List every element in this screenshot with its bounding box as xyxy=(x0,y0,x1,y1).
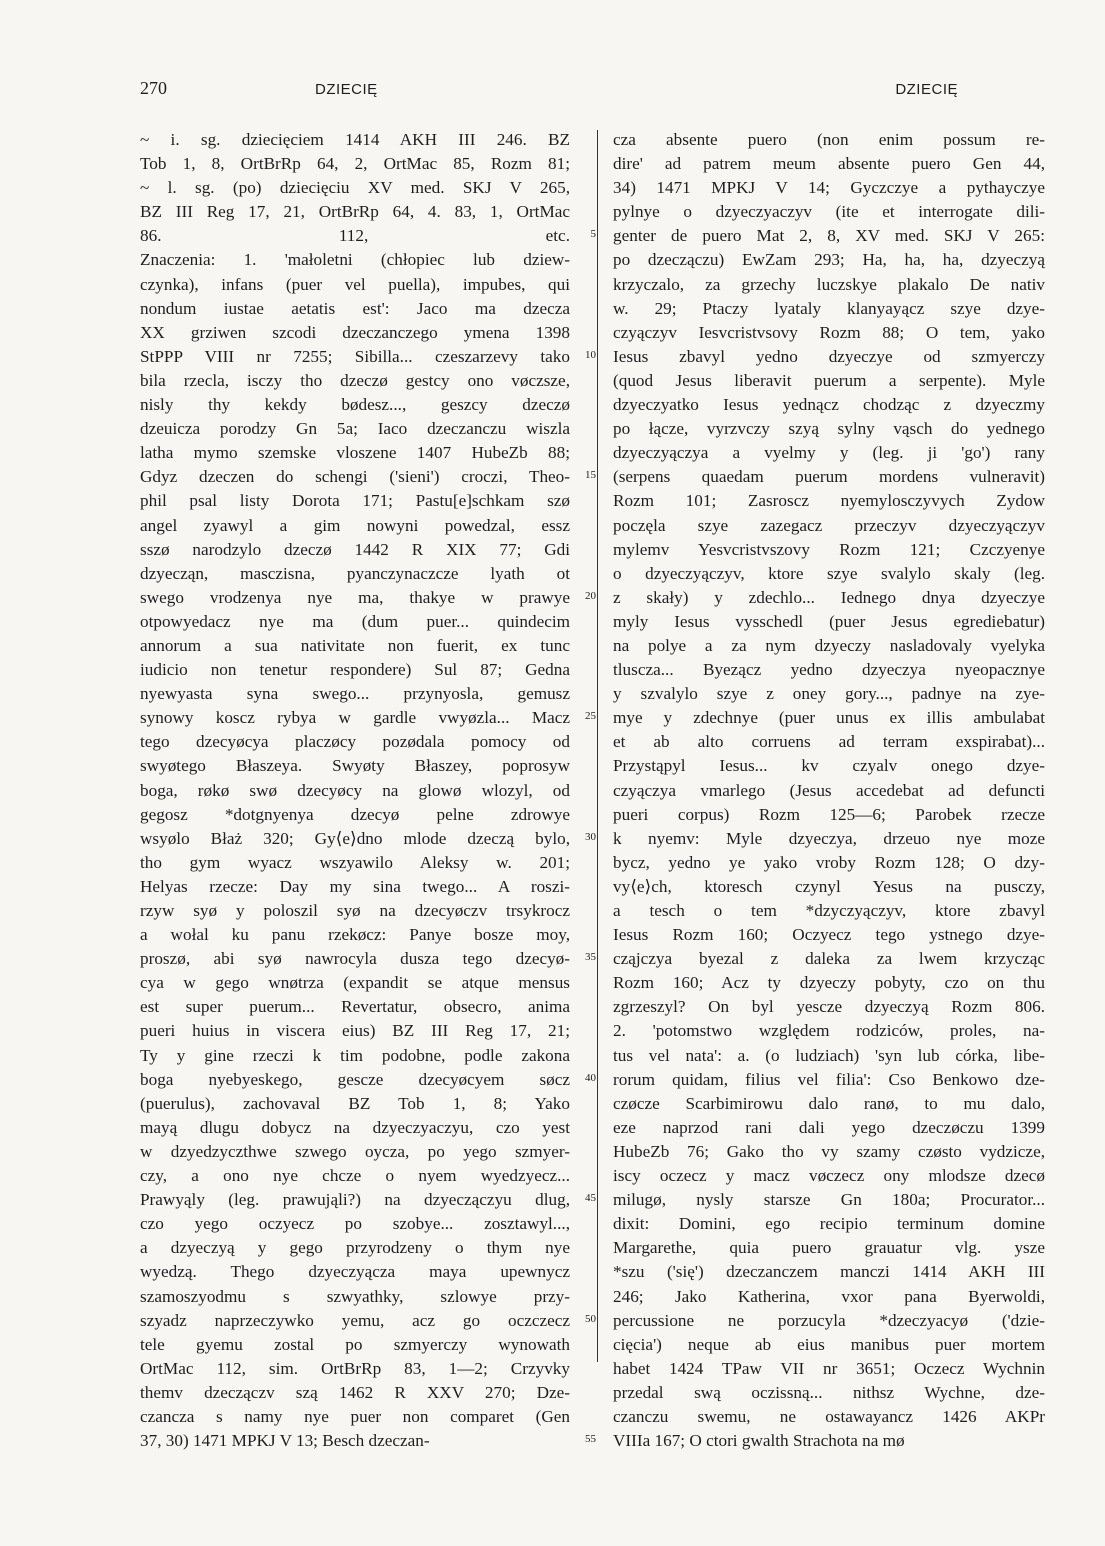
text-line: pylnye o dzyeczyaczyv (ite et interrogate dili- xyxy=(613,202,1045,222)
line-number: 30 xyxy=(585,830,596,843)
text-line: czo yego oczyecz po szobye... zosztawyl..., xyxy=(140,1214,570,1234)
line-number: 25 xyxy=(585,710,596,723)
text-line: OrtMac 112, sim. OrtBrRp 83, 1—2; Crzyvky xyxy=(140,1358,570,1378)
text-line: ~ i. sg. dziecięciem 1414 AKH III 246. BZ xyxy=(140,130,570,149)
text-line: a wołal ku panu rzekøcz: Panye bosze moy, xyxy=(140,925,570,945)
text-line: (puerulus), zachovaval BZ Tob 1, 8; Yako xyxy=(140,1093,570,1113)
text-line: a tesch o tem *dzyczyączyv, ktore zbavyl xyxy=(613,901,1045,920)
text-line: czyączya vmarlego (Jesus accedebat ad defuncti xyxy=(613,780,1045,800)
line-number: 45 xyxy=(585,1192,596,1205)
text-line: tho gym wyacz wszyawilo Aleksy w. 201; xyxy=(140,852,570,872)
text-line: szamoszyodmu s szwyathky, szlowye przy- xyxy=(140,1286,570,1306)
text-line: StPPP VIII nr 7255; Sibilla... czeszarzevy tako xyxy=(140,346,570,366)
left-column xyxy=(140,128,570,1453)
text-line: cząjczya byezal z daleka za lwem krzycząc xyxy=(613,949,1045,969)
text-line: iscy oczecz y macz vøczecz ony mlodsze dzecø xyxy=(613,1166,1045,1186)
text-line: przedal swą oczissną... nithsz Wychne, dze- xyxy=(613,1382,1045,1402)
text-line: boga, røkø swø dzecyøcy na glowø wlozyl, od xyxy=(140,780,570,800)
running-head-right: DZIECIĘ xyxy=(895,81,958,98)
text-line: w dzyedzyczthwe szwego oycza, po yego szmyer- xyxy=(140,1141,570,1161)
text-line: dire' ad patrem meum absente puero Gen 44, xyxy=(613,154,1045,174)
text-line: pueri corpus) Rozm 125—6; Parobek rzecze xyxy=(613,804,1045,824)
text-line: Margarethe, quia puero grauatur vlg. ysze xyxy=(613,1238,1045,1258)
line-number: 55 xyxy=(585,1433,596,1446)
text-line: zgrzeszyl? On byl yescze dzyeczyą Rozm 806. xyxy=(613,997,1045,1017)
text-line: Helyas rzecze: Day my sina twego... A roszi- xyxy=(140,876,570,896)
text-line: gegosz *dotgnyenya dzecyø pelne zdrowye xyxy=(140,804,570,824)
text-line: czancza s namy nye puer non comparet (Gen xyxy=(140,1406,570,1426)
text-line: synowy koscz rybya w gardle vwyøzla... Macz xyxy=(140,708,570,728)
text-line: eze naprzod rani dali yego dzeczøczu 1399 xyxy=(613,1117,1045,1137)
text-line: dzyeczyatko Iesus yednącz chodząc z dzyeczmy xyxy=(613,395,1045,415)
text-line: dzyeczyączyа a vyelmy y (leg. ji 'go') rany xyxy=(613,443,1045,463)
text-line: et ab alto corruens ad terram exspirabat)... xyxy=(613,732,1045,752)
page-number: 270 xyxy=(140,78,167,98)
line-number: 10 xyxy=(585,348,596,361)
text-line: *szu ('się') dzeczanczem manczi 1414 AKH III xyxy=(613,1262,1045,1282)
text-line: rzyw syø y poloszil syø na dzecyøczv trsykrocz xyxy=(140,901,570,920)
text-line: XX grziwen szcodi dzeczanczego ymena 1398 xyxy=(140,322,570,342)
line-number: 15 xyxy=(585,469,596,482)
column-divider xyxy=(597,130,598,1362)
text-line: Iesus Rozm 160; Oczyecz tego ystnego dzye- xyxy=(613,925,1045,945)
text-line: cięcia') neque ab eius manibus puer mortem xyxy=(613,1334,1045,1354)
text-line: genter de puero Mat 2, 8, XV med. SKJ V 265: xyxy=(613,226,1045,246)
text-line: czynka), infans (puer vel puella), impubes, qui xyxy=(140,274,570,294)
text-line: o dzyeczyączyv, ktore szye svalylo skaly (leg. xyxy=(613,563,1045,583)
text-line: a dzyeczyą y gego przyrodzeny o thym nye xyxy=(140,1238,570,1258)
text-line: szyadz naprzeczywko yemu, acz go oczczecz xyxy=(140,1310,570,1330)
text-line: wsyølo Błaż 320; Gy⟨e⟩dno mlode dzeczą bylo, xyxy=(140,828,570,848)
line-number: 20 xyxy=(585,589,596,602)
text-line: nondum iustae aetatis est': Jaco ma dzecza xyxy=(140,298,570,318)
text-line: Rozm 160; Acz ty dzyeczy pobyty, czo on thu xyxy=(613,973,1045,993)
text-line: 37, 30) 1471 MPKJ V 13; Besch dzeczan- xyxy=(140,1431,430,1451)
text-line: czy, a ono nye chcze o nyem wyedzyecz... xyxy=(140,1166,570,1186)
text-line: Gdyz dzeczen do schengi ('sieni') croczi, Theo- xyxy=(140,467,570,487)
line-number: 35 xyxy=(585,951,596,964)
text-line: otpowyedacz nye ma (dum puer... quindecim xyxy=(140,611,570,631)
text-line: VIIIa 167; O ctori gwalth Strachota na mø xyxy=(613,1431,905,1451)
text-line: bila rzecla, isczy tho dzeczø gestcy ono vøczsze, xyxy=(140,370,570,390)
text-line: bycz, yedno ye yako vroby Rozm 128; O dzy- xyxy=(613,852,1045,872)
text-line: z skały) y zdechlo... Iednego dnya dzyeczye xyxy=(613,587,1045,607)
text-line: y szvalylo szye z oney gory..., padnye na zye- xyxy=(613,684,1045,704)
text-line: poczęla szye zazegacz przeczyv dzyeczyączyv xyxy=(613,515,1045,535)
text-line: krzyczalo, za grzechy luczskye plakalo De nativ xyxy=(613,274,1045,294)
text-line: dzeuicza porodzy Gn 5a; Iaco dzeczanczu wiszla xyxy=(140,419,570,439)
text-line: Ty y gine rzeczi k tim podobne, podle zakona xyxy=(140,1045,570,1065)
text-line: pueri huius in viscera eius) BZ III Reg 17, 21; xyxy=(140,1021,570,1041)
text-line: tego dzecyøcya placzøcy pozødala pomocy od xyxy=(140,732,570,752)
text-line: cya w gego wnøtrza (expandit se atque mensus xyxy=(140,973,570,993)
text-line: angel zyawyl a gim nowyni powedzal, essz xyxy=(140,515,570,535)
text-line: mye y zdechnye (puer unus ex illis ambulabat xyxy=(613,708,1045,728)
running-head-left: DZIECIĘ xyxy=(315,81,378,98)
text-line: 246; Jako Katherina, vxor pana Byerwoldi, xyxy=(613,1286,1045,1306)
text-line: dixit: Domini, ego recipio terminum domine xyxy=(613,1214,1045,1234)
text-line: dzyecząn, masczisna, pyanczynaczcze lyath ot xyxy=(140,563,570,583)
text-line: czanczu swemu, ne ostawayancz 1426 AKPr xyxy=(613,1406,1045,1426)
text-line: latha mymo szemske vloszene 1407 HubeZb 88; xyxy=(140,443,570,463)
page-header xyxy=(140,78,970,108)
text-line: czøcze Scarbimirowu dalo ranø, to mu dalo, xyxy=(613,1093,1045,1113)
text-line: tluscza... Byezącz yedno dzyeczya nyeopacznye xyxy=(613,660,1045,680)
right-column xyxy=(613,128,1045,1453)
text-line: Rozm 101; Zasroscz nyemylosczyvych Zydow xyxy=(613,491,1045,511)
text-line: BZ III Reg 17, 21, OrtBrRp 64, 4. 83, 1, OrtMac xyxy=(140,202,570,222)
text-line: annorum a sua nativitate non fuerit, ex tunc xyxy=(140,635,570,655)
text-line: mayą dlugu dobycz na dzyeczyaczyu, czo yest xyxy=(140,1117,570,1137)
text-line: est super puerum... Revertatur, obsecro, anima xyxy=(140,997,570,1017)
text-line: Przystąpyl Iesus... kv czyalv onego dzye- xyxy=(613,756,1045,776)
text-line: tus vel nata': a. (o ludziach) 'syn lub córka, libe- xyxy=(613,1045,1045,1065)
line-number: 40 xyxy=(585,1071,596,1084)
text-line: czyączyv Iesvcristvsovy Rozm 88; O tem, yako xyxy=(613,322,1045,342)
text-line: Znaczenia: 1. 'małoletni (chłopiec lub dziew- xyxy=(140,250,570,270)
text-line: na polye a za nym dzyeczy nasladovaly vyelyka xyxy=(613,635,1045,655)
text-line: nisly thy kekdy bødesz..., geszcy dzeczø xyxy=(140,395,570,415)
text-line: mylemv Yesvcristvszovy Rozm 121; Czczyenye xyxy=(613,539,1045,559)
text-line: Iesus zbavyl yedno dzyeczye od szmyerczy xyxy=(613,346,1045,366)
text-line: boga nyebyeskego, gescze dzecyøcyem søcz xyxy=(140,1069,570,1089)
text-line: Tob 1, 8, OrtBrRp 64, 2, OrtMac 85, Rozm 81; xyxy=(140,154,570,174)
text-line: wyedzą. Thego dzyeczyącza maya upewnycz xyxy=(140,1262,570,1282)
text-line: nyewyasta syna swego... przynyosla, gemusz xyxy=(140,684,570,704)
line-number: 5 xyxy=(590,228,596,241)
text-line: 2. 'potomstwo względem rodziców, proles, na- xyxy=(613,1021,1045,1041)
text-line: iudicio non tenetur respondere) Sul 87; Gedna xyxy=(140,660,570,680)
text-line: po łącze, vyrzvczy szyą sylny vąsch do yednego xyxy=(613,419,1045,439)
text-line: tele gyemu zostal po szmyerczy wynowath xyxy=(140,1334,570,1354)
text-line: habet 1424 TPaw VII nr 3651; Oczecz Wychnin xyxy=(613,1358,1045,1378)
text-line: k nyemv: Myle dzyeczya, drzeuo nye moze xyxy=(613,828,1045,848)
text-line: 86. 112, etc. xyxy=(140,226,570,246)
text-line: swyøtego Błaszeya. Swyøty Błaszey, poprosyw xyxy=(140,756,570,776)
text-line: ~ l. sg. (po) dziecięciu XV med. SKJ V 265, xyxy=(140,178,570,198)
text-line: myly Iesus vysschedl (puer Jesus egrediebatur) xyxy=(613,611,1045,631)
text-line: HubeZb 76; Gako tho vy szamy czøsto vydzicze, xyxy=(613,1141,1045,1161)
line-number: 50 xyxy=(585,1312,596,1325)
text-line: Prawyąly (leg. prawująli?) na dzyeczączyu dlug, xyxy=(140,1190,570,1210)
text-line: milugø, nysly starsze Gn 180a; Procurator... xyxy=(613,1190,1045,1210)
text-line: po dzeczączu) EwZam 293; Ha, ha, ha, dzyeczyą xyxy=(613,250,1045,270)
text-line: rorum quidam, filius vel filia': Cso Benkowo dze- xyxy=(613,1069,1045,1089)
text-line: sszø narodzylo dzeczø 1442 R XIX 77; Gdi xyxy=(140,539,570,559)
text-line: 34) 1471 MPKJ V 14; Gyczczye a pythayczye xyxy=(613,178,1045,198)
text-line: cza absente puero (non enim possum re- xyxy=(613,130,1045,149)
text-line: (quod Jesus liberavit puerum a serpente). Myle xyxy=(613,370,1045,390)
text-line: themv dzeczączv szą 1462 R XXV 270; Dze- xyxy=(140,1382,570,1402)
text-line: proszø, abi syø nawrocyla dusza tego dzecyø- xyxy=(140,949,570,969)
text-line: w. 29; Ptaczy lyataly klanyayącz szye dzye- xyxy=(613,298,1045,318)
text-line: swego vrodzenya nye ma, thakye w prawye xyxy=(140,587,570,607)
text-line: (serpens quaedam puerum mordens vulneravit) xyxy=(613,467,1045,487)
text-line: percussione ne porzucyla *dzeczyacyø ('dzie- xyxy=(613,1310,1045,1330)
text-line: vy⟨e⟩ch, ktoresch czynyl Yesus na pusczy, xyxy=(613,876,1045,896)
text-line: phil psal listy Dorota 171; Pastu[e]schkam szø xyxy=(140,491,570,511)
